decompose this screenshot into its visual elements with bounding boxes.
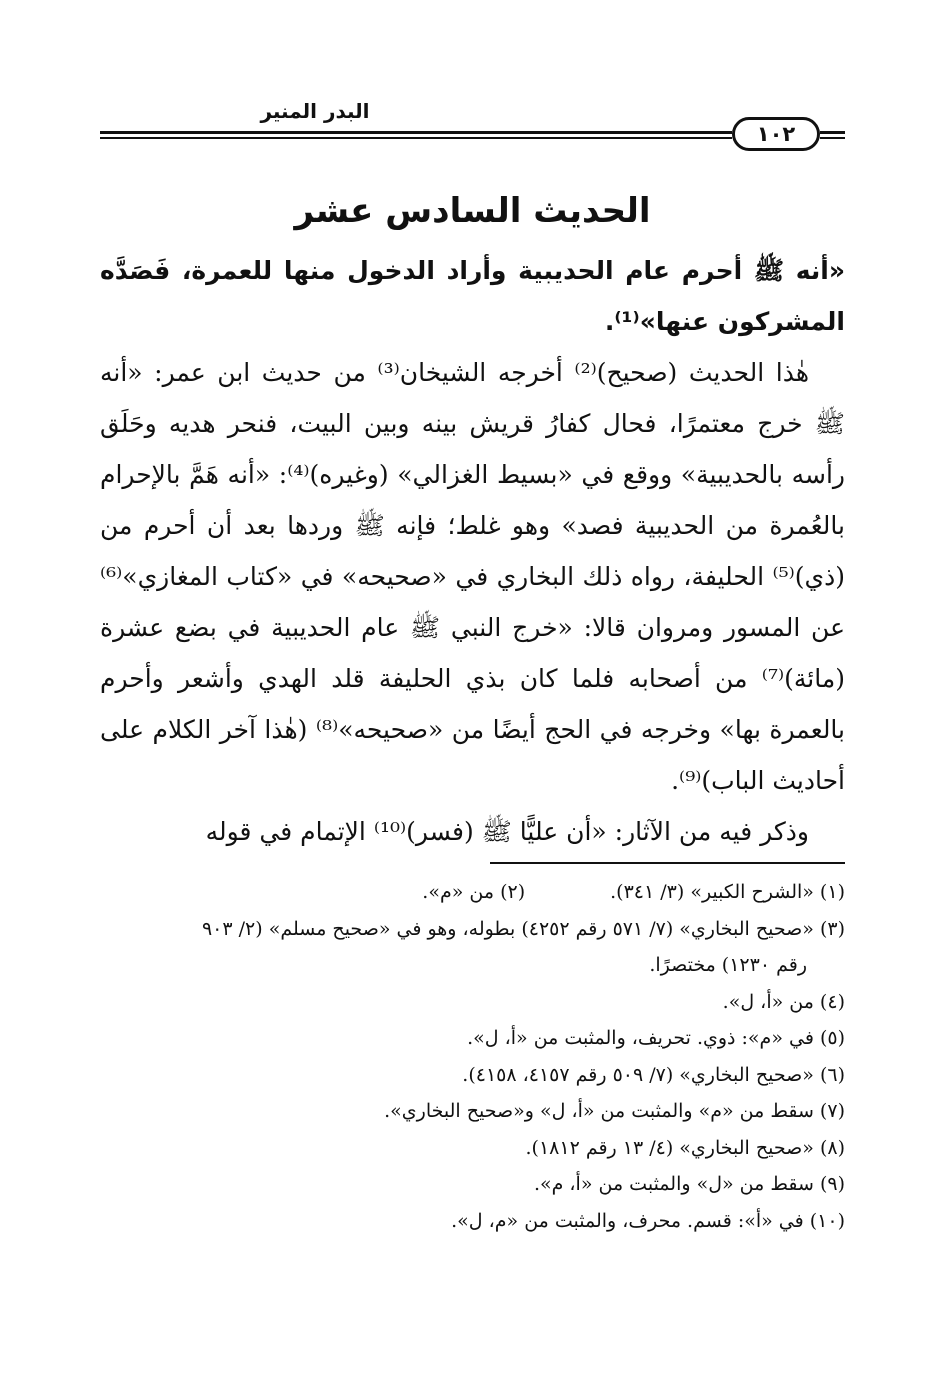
footnote-5: (٥) في «م»: ذوي. تحريف، والمثبت من «أ، ل».: [467, 1027, 845, 1049]
page-number: ١٠٢: [732, 117, 820, 151]
header-rule-thin: [100, 137, 732, 139]
footnote-10: (١٠) في «أ»: قسم. محرف، والمثبت من «م، ل».: [451, 1209, 845, 1232]
header-rule-right: [820, 131, 845, 134]
footnote-8: (٨) «صحيح البخاري» (٤/ ١٣ رقم ١٨١٢).: [525, 1136, 845, 1159]
footnote-1: (١) «الشرح الكبير» (٣/ ٣٤١).: [610, 881, 845, 903]
footnote-9: (٩) سقط من «ل» والمثبت من «أ، م».: [533, 1173, 845, 1195]
main-text: [100, 245, 845, 857]
running-title: البدر المنير: [260, 99, 370, 123]
footnote-7: (٧) سقط من «م» والمثبت من «أ، ل» و«صحيح البخاري».: [384, 1100, 845, 1122]
footnote-3-continued: رقم ١٢٣٠) مختصرًا.: [649, 954, 807, 976]
header-rule-right-thin: [820, 137, 845, 139]
paragraph: هٰذا الحديث (صحيح)⁽²⁾ أخرجه الشيخان⁽³⁾ من حديث ابن عمر: «أنه ﷺ خرج معتمرًا، فحال كفارُ قريش بينه وبين البيت، فنحر هديه وحَلَق رأسه بالحديبية» ووقع في «بسيط الغزالي» (وغيره)⁽⁴⁾: «أنه هَمَّ بالإحرام بالعُمرة من الحديبية فصد» وهو غلط؛ فإنه ﷺ وردها بعد أن أحرم من (ذي)⁽⁵⁾ الحليفة، رواه ذلك البخاري في «صحيحه» في «كتاب المغازي»⁽⁶⁾ عن المسور ومروان قالا: «خرج النبي ﷺ عام الحديبية في بضع عشرة (مائة)⁽⁷⁾ من أصحابه فلما كان بذي الحليفة قلد الهدي وأشعر وأحرم بالعمرة بها» وخرجه في الحج أيضًا من «صحيحه»⁽⁸⁾ (هٰذا آخر الكلام على أحاديث الباب)⁽⁹⁾.: [100, 358, 846, 795]
footnote-separator: [490, 862, 845, 864]
footnotes: [100, 874, 845, 1239]
footnote-2: (٢) من «م».: [422, 881, 526, 903]
header-rule: [100, 131, 732, 134]
footnote-6: (٦) «صحيح البخاري» (٧/ ٥٠٩ رقم ٤١٥٧، ٤١٥٨).: [462, 1063, 845, 1086]
paragraph: وذكر فيه من الآثار: «أن عليًّا ﷺ (فسر)⁽¹⁰⁾ الإتمام في قوله: [205, 817, 809, 846]
footnote-3: (٣) «صحيح البخاري» (٧/ ٥٧١ رقم ٤٢٥٢) بطوله، وهو في «صحيح مسلم» (٢/ ٩٠٣: [201, 917, 845, 940]
footnote-row: [100, 874, 845, 911]
hadith-text: «أنه ﷺ أحرم عام الحديبية وأراد الدخول منها للعمرة، فَصَدَّه المشركون عنها»⁽¹⁾.: [100, 256, 845, 336]
chapter-title: الحديث السادس عشر: [294, 191, 651, 231]
footnote-4: (٤) من «أ، ل».: [722, 990, 845, 1013]
